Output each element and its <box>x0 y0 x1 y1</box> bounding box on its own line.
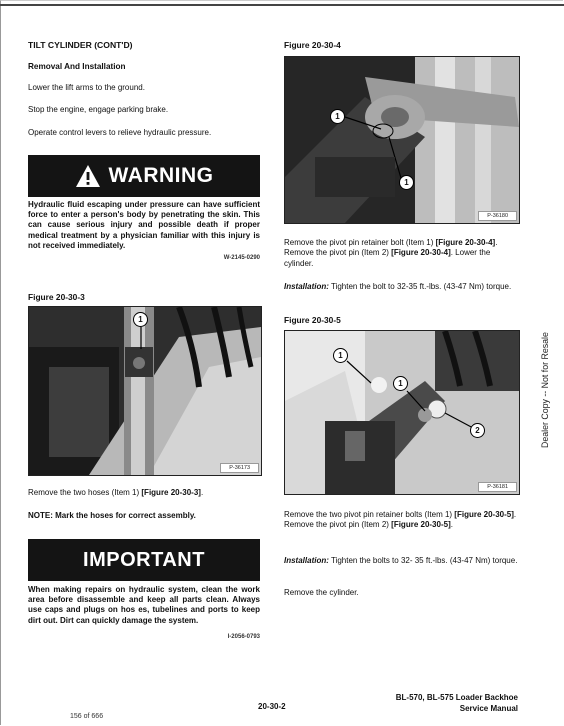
warning-triangle-icon <box>75 164 101 188</box>
pivot-step-2-text <box>284 510 518 531</box>
warning-banner <box>28 155 260 197</box>
manual-title <box>386 692 518 714</box>
installation-1-label: Installation: <box>284 282 329 291</box>
pivot-step-ref1: [Figure 20-30-4] <box>435 238 496 247</box>
figure-5-illustration <box>285 331 519 494</box>
important-text-block <box>28 585 260 642</box>
pivot-step-2-c: . <box>450 520 453 530</box>
section-title: TILT CYLINDER (CONT'D) <box>28 40 133 50</box>
remove-hoses-ref: [Figure 20-30-3] <box>141 488 201 497</box>
figure-4-photo <box>284 56 520 224</box>
figure-5-label: Figure 20-30-5 <box>284 315 341 325</box>
important-title: IMPORTANT <box>83 548 205 571</box>
pivot-step-text <box>284 238 518 269</box>
figure-3-label: Figure 20-30-3 <box>28 292 85 302</box>
pivot-step-b: . Remove the pivot pin (Item 2) <box>284 238 498 258</box>
figure-5-code: P-36181 <box>478 482 517 492</box>
installation-2-body: Tighten the bolts to 32- 35 ft.-lbs. (43-47 Nm) torque. <box>328 556 518 565</box>
page-count: 156 of 666 <box>70 713 104 720</box>
left-column <box>28 40 260 138</box>
dealer-copy-side-text: Dealer Copy -- Not for Resale <box>540 332 550 448</box>
manual-title-line1: BL-570, BL-575 Loader Backhoe <box>395 693 518 702</box>
removal-heading: Removal And Installation <box>28 62 126 71</box>
step-lower-arms: Lower the lift arms to the ground. <box>28 83 145 92</box>
pivot-step-2-ref2: [Figure 20-30-5] <box>391 520 451 530</box>
top-rule <box>0 4 564 6</box>
figure-3-callout-1: 1 <box>133 312 148 327</box>
figure-5-callout-1a: 1 <box>333 348 348 363</box>
figure-4-callout-1: 1 <box>330 109 345 124</box>
figure-5-callout-1b: 1 <box>393 376 408 391</box>
remove-hoses-post: . <box>200 488 204 497</box>
figure-4-illustration <box>285 57 519 223</box>
figure-5-callout-2: 2 <box>470 423 485 438</box>
installation-2-text <box>284 556 518 566</box>
figure-3-photo <box>28 306 262 476</box>
important-text: When making repairs on hydraulic system, clean the work area before disassemble and keep all parts clean. Always use caps and plugs on hos es, tubelines and ports to keep dirt out. Dirt can quickly damage the system. <box>28 585 260 625</box>
page-number: 20-30-2 <box>258 702 286 711</box>
step-relieve-pressure: Operate control levers to relieve hydraulic pressure. <box>28 127 212 137</box>
important-code: I-2056-0793 <box>227 633 260 640</box>
figure-4-callout-2: 1 <box>399 175 414 190</box>
remove-hoses-pre: Remove the two hoses (Item 1) <box>28 488 142 497</box>
pivot-step-2-a: Remove the two pivot pin retainer bolts (Item 1) <box>284 510 455 519</box>
pivot-step-c: . Lower the cylinder. <box>284 248 491 268</box>
warning-title: WARNING <box>108 164 214 187</box>
pivot-step-a: Remove the pivot pin retainer bolt (Item 1) <box>284 238 436 247</box>
warning-code: W-2145-0290 <box>223 255 260 262</box>
remove-cylinder-text: Remove the cylinder. <box>284 588 359 597</box>
figure-5-photo <box>284 330 520 495</box>
note-text: NOTE: Mark the hoses for correct assembly. <box>28 511 196 520</box>
figure-3-code: P-36173 <box>220 463 259 473</box>
installation-1-body: Tighten the bolt to 32-35 ft.-lbs. (43-47 Nm) torque. <box>328 282 512 291</box>
figure-4-code: P-36180 <box>478 211 517 221</box>
figure-4-label: Figure 20-30-4 <box>284 40 341 50</box>
step-stop-engine: Stop the engine, engage parking brake. <box>28 105 169 115</box>
figure-3-illustration <box>29 307 261 475</box>
pivot-step-2-ref1: [Figure 20-30-5] <box>454 510 514 519</box>
manual-title-line2: Service Manual <box>459 704 518 713</box>
pivot-step-2-b: . Remove the pivot pin (Item 2) <box>284 510 517 530</box>
warning-text-block <box>28 200 260 263</box>
installation-1-text <box>284 282 518 292</box>
important-banner <box>28 539 260 581</box>
pivot-step-ref2: [Figure 20-30-4] <box>391 248 451 258</box>
warning-text: Hydraulic fluid escaping under pressure can have sufficient force to enter a person's body by penetrating the skin. This can cause serious injury and possible death if proper medical treatment by a physician familiar with this injury is not received immediately. <box>28 200 260 250</box>
remove-hoses-text <box>28 488 260 498</box>
installation-2-label: Installation: <box>284 556 329 565</box>
